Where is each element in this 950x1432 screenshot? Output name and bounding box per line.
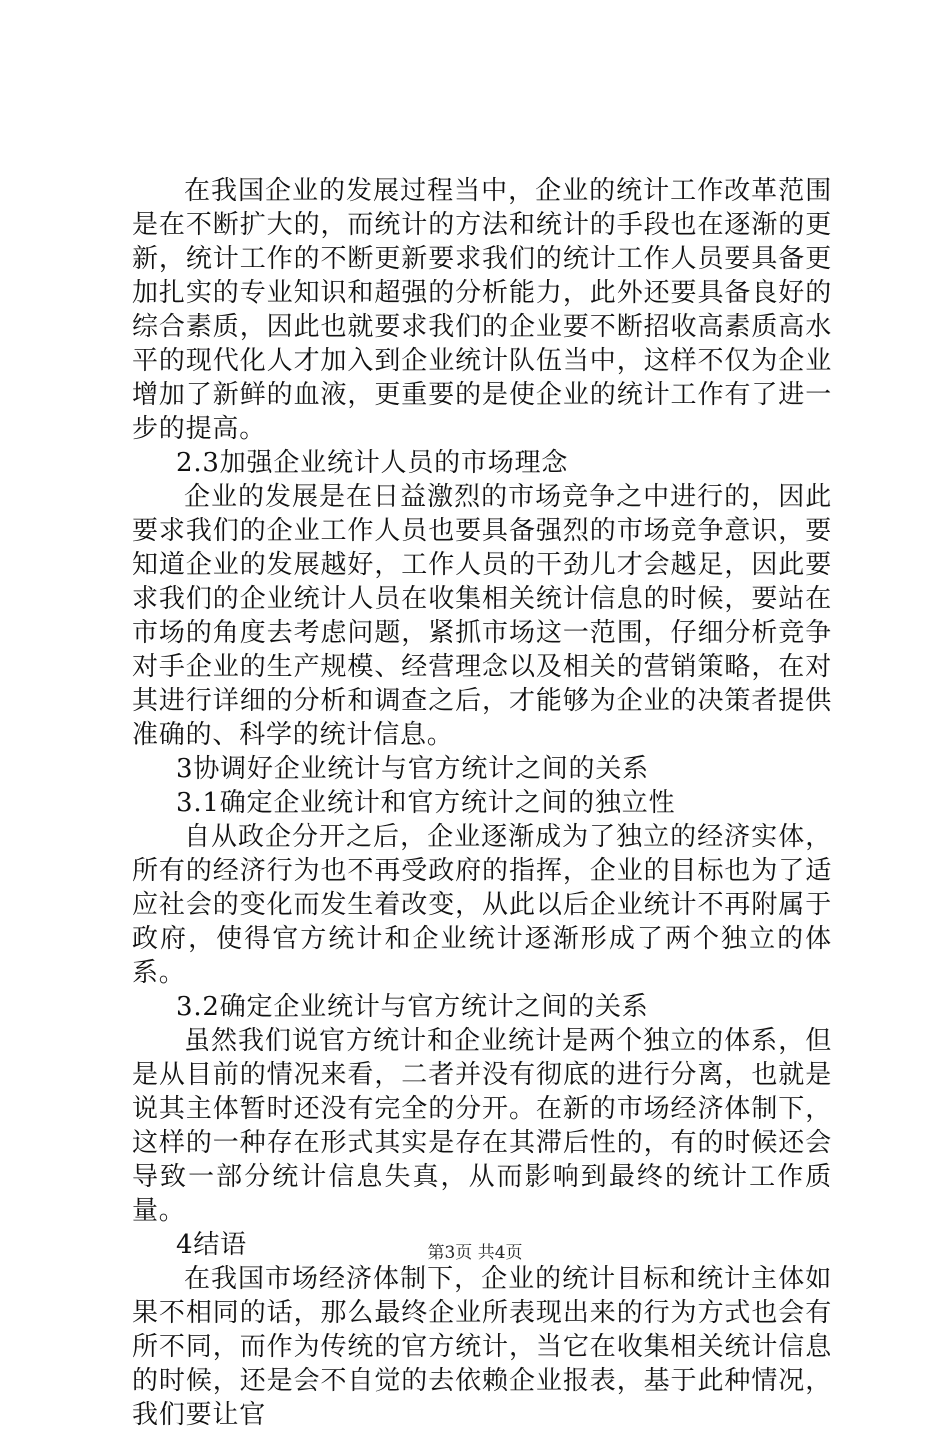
section-heading-2-3: 2.3加强企业统计人员的市场理念 [176, 448, 569, 478]
section-heading-4: 4结语 [176, 1230, 247, 1260]
paragraph-market-concept: 企业的发展是在日益激烈的市场竞争之中进行的，因此要求我们的企业工作人员也要具备强烈的市场竞争意识，要知道企业的发展越好，工作人员的干劲儿才会越足，因此要求我们的企业统计人员在收集相关统计信息的时候，要站在市场的角度去考虑问题，紧抓市场这一范围，仔细分析竞争对手企业的生产规模、经营理念以及相关的营销策略，在对其进行详细的分析和调查之后，才能够为企业的决策者提供准确的、科学的统计信息。 [132, 482, 832, 750]
paragraph-conclusion: 在我国市场经济体制下，企业的统计目标和统计主体如果不相同的话，那么最终企业所表现出来的行为方式也会有所不同，而作为传统的官方统计，当它在收集相关统计信息的时候，还是会不自觉的去依赖企业报表，基于此种情况，我们要让官 [132, 1264, 832, 1430]
section-heading-3-1: 3.1确定企业统计和官方统计之间的独立性 [176, 788, 676, 818]
paragraph-relationship: 虽然我们说官方统计和企业统计是两个独立的体系，但是从目前的情况来看，二者并没有彻底的进行分离，也就是说其主体暂时还没有完全的分开。在新的市场经济体制下，这样的一种存在形式其实是存在其滞后性的，有的时候还会导致一部分统计信息失真，从而影响到最终的统计工作质量。 [132, 1026, 832, 1226]
section-heading-3: 3协调好企业统计与官方统计之间的关系 [176, 754, 649, 784]
section-heading-3-2: 3.2确定企业统计与官方统计之间的关系 [176, 992, 649, 1022]
page-footer: 第3页 共4页 [427, 1243, 523, 1263]
paragraph-independence: 自从政企分开之后，企业逐渐成为了独立的经济实体，所有的经济行为也不再受政府的指挥，企业的目标也为了适应社会的变化而发生着改变，从此以后企业统计不再附属于政府，使得官方统计和企业统计逐渐形成了两个独立的体系。 [132, 822, 832, 988]
paragraph-statistics-reform: 在我国企业的发展过程当中，企业的统计工作改革范围是在不断扩大的，而统计的方法和统计的手段也在逐渐的更新，统计工作的不断更新要求我们的统计工作人员要具备更加扎实的专业知识和超强的分析能力，此外还要具备良好的综合素质，因此也就要求我们的企业要不断招收高素质高水平的现代化人才加入到企业统计队伍当中，这样不仅为企业增加了新鲜的血液，更重要的是使企业的统计工作有了进一步的提高。 [132, 176, 832, 444]
